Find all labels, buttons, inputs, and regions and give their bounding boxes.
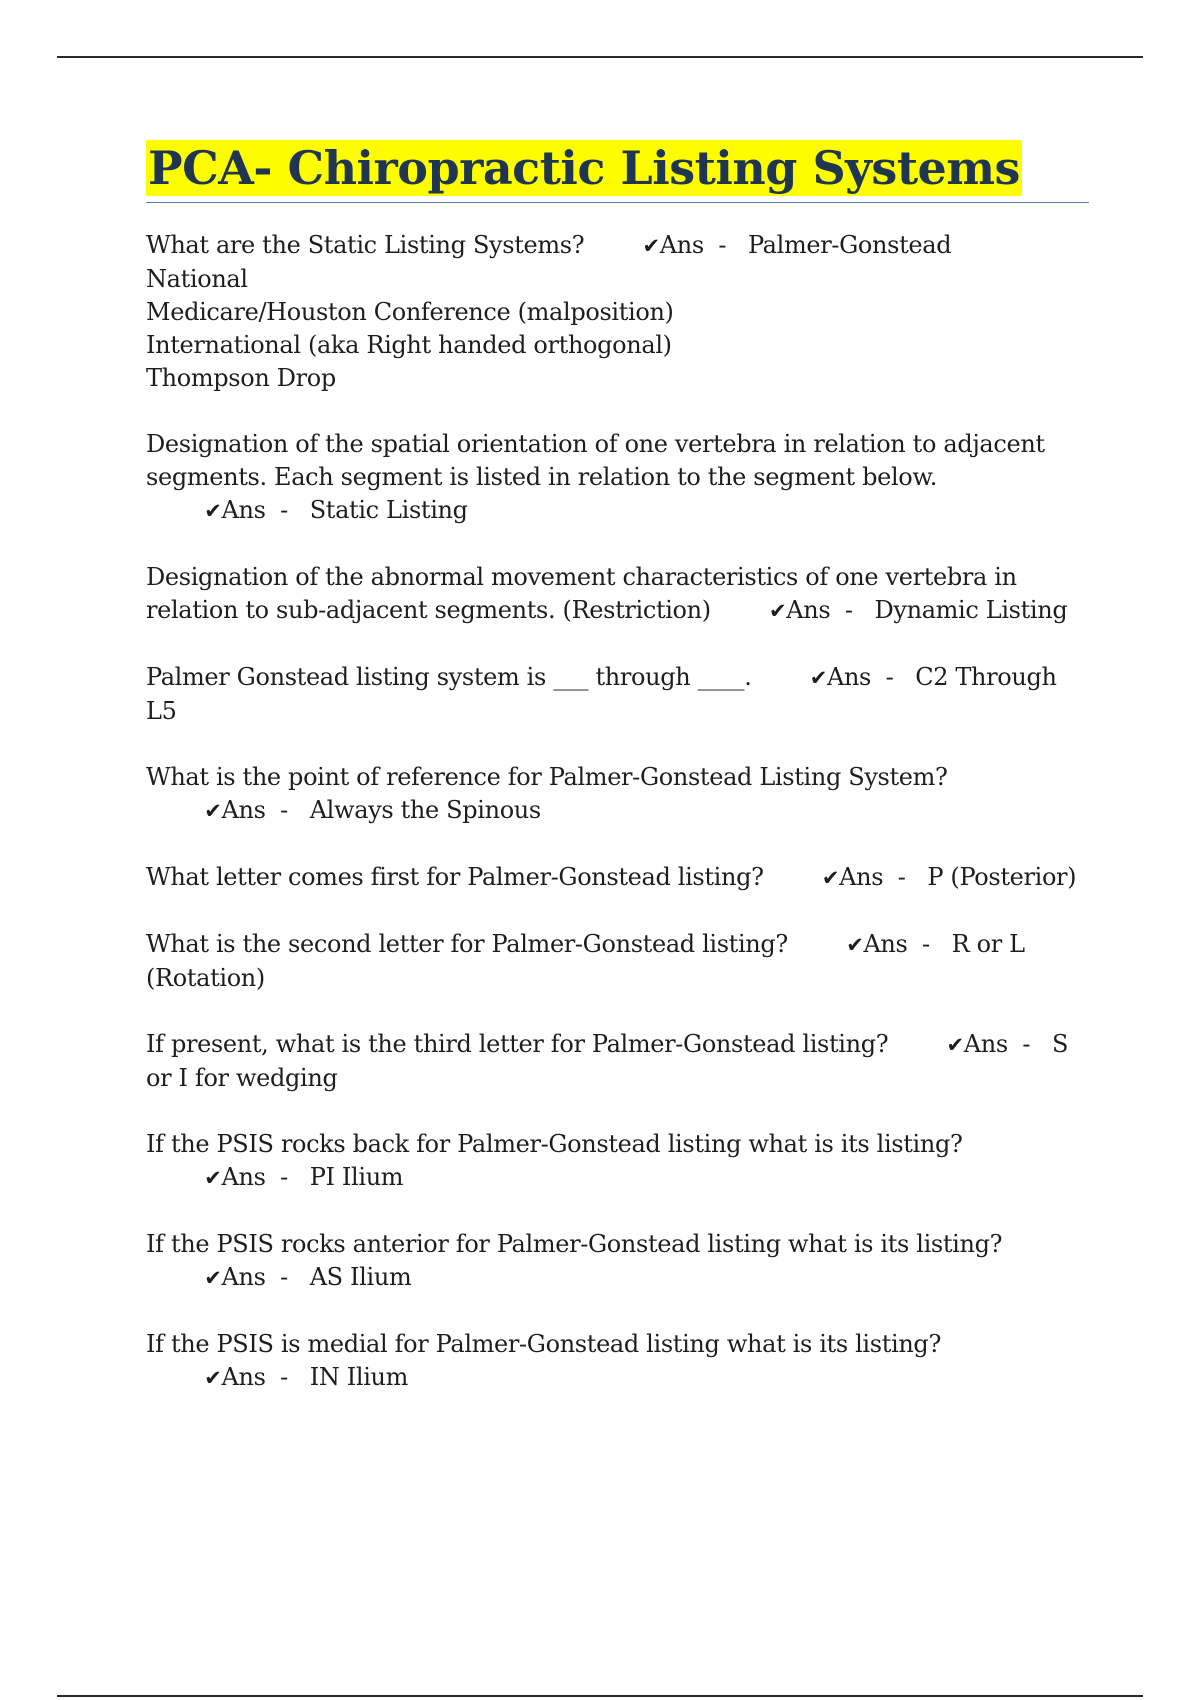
top-rule <box>57 56 1143 58</box>
qa-item: What are the Static Listing Systems? ✔Ans - Palmer-Gonstead National Medicare/Houston Conference (malposition) International (aka Right handed orthogonal) Thompson Drop <box>146 231 952 392</box>
qa-item: Designation of the spatial orientation of one vertebra in relation to adjacent segments. Each segment is listed in relation to the segment below. ✔Ans - Static Listing <box>146 430 1045 524</box>
question-text: If the PSIS rocks anterior for Palmer-Gonstead listing what is its listing? <box>146 1230 1003 1258</box>
question-text: Palmer Gonstead listing system is ___ through ____. <box>146 663 752 691</box>
question-text: What is the second letter for Palmer-Gonstead listing? <box>146 930 788 958</box>
checkmark-icon: ✔ <box>204 1266 222 1290</box>
qa-item: If present, what is the third letter for Palmer-Gonstead listing? ✔Ans - S or I for wedging <box>146 1030 1069 1092</box>
answer-text: S or I for wedging <box>146 1030 1069 1092</box>
question-text: If present, what is the third letter for Palmer-Gonstead listing? <box>146 1030 889 1058</box>
checkmark-icon: ✔ <box>809 666 827 690</box>
checkmark-icon: ✔ <box>204 1166 222 1190</box>
qa-item: If the PSIS is medial for Palmer-Gonstead listing what is its listing? ✔Ans - IN Ilium <box>146 1330 941 1391</box>
checkmark-icon: ✔ <box>769 599 787 623</box>
question-text: What are the Static Listing Systems? <box>146 231 585 259</box>
question-text: If the PSIS is medial for Palmer-Gonstead listing what is its listing? <box>146 1330 941 1358</box>
answer-text: PI Ilium <box>309 1163 404 1191</box>
answer-text: Dynamic Listing <box>874 596 1068 624</box>
title-block <box>146 140 1089 203</box>
answer-text: P (Posterior) <box>927 863 1077 891</box>
answer-text: C2 Through L5 <box>146 663 1057 725</box>
document-body <box>146 140 1089 1428</box>
checkmark-icon: ✔ <box>204 499 222 523</box>
answer-marker: Ans <box>963 1030 1008 1058</box>
question-text: If the PSIS rocks back for Palmer-Gonstead listing what is its listing? <box>146 1130 963 1158</box>
answer-text: R or L (Rotation) <box>146 930 1025 992</box>
answer-text: Palmer-Gonstead National Medicare/Houston Conference (malposition) International (aka Right handed orthogonal) Thompson Drop <box>146 231 952 392</box>
checkmark-icon: ✔ <box>204 1366 222 1390</box>
answer-marker: Ans <box>221 496 266 524</box>
qa-item: What is the second letter for Palmer-Gonstead listing? ✔Ans - R or L (Rotation) <box>146 930 1025 992</box>
answer-text: AS Ilium <box>309 1263 412 1291</box>
checkmark-icon: ✔ <box>642 234 660 258</box>
qa-item: If the PSIS rocks back for Palmer-Gonstead listing what is its listing? ✔Ans - PI Ilium <box>146 1130 963 1191</box>
document-title: PCA- Chiropractic Listing Systems <box>148 141 1020 195</box>
qa-item: Designation of the abnormal movement characteristics of one vertebra in relation to sub-adjacent segments. (Restriction) ✔Ans - Dynamic Listing <box>146 563 1068 624</box>
question-text: Designation of the abnormal movement characteristics of one vertebra in relation to sub-adjacent segments. (Restriction) <box>146 563 1017 624</box>
bottom-rule <box>57 1695 1143 1697</box>
answer-marker: Ans <box>659 231 704 259</box>
answer-marker: Ans <box>221 1263 266 1291</box>
answer-marker: Ans <box>863 930 908 958</box>
checkmark-icon: ✔ <box>821 866 840 890</box>
qa-item: If the PSIS rocks anterior for Palmer-Gonstead listing what is its listing? ✔Ans - AS Ilium <box>146 1230 1003 1291</box>
question-text: What letter comes first for Palmer-Gonstead listing? <box>146 863 764 891</box>
qa-item: Palmer Gonstead listing system is ___ through ____. ✔Ans - C2 Through L5 <box>146 663 1057 725</box>
answer-text: Always the Spinous <box>309 796 541 824</box>
checkmark-icon: ✔ <box>946 1033 964 1057</box>
checkmark-icon: ✔ <box>204 799 222 823</box>
answer-marker: Ans <box>221 796 266 824</box>
answer-marker: Ans <box>221 1363 266 1391</box>
qa-item: What is the point of reference for Palmer-Gonstead Listing System? ✔Ans - Always the Spinous <box>146 763 948 824</box>
answer-marker: Ans <box>839 863 884 891</box>
answer-text: Static Listing <box>309 496 468 524</box>
answer-marker: Ans <box>826 663 872 691</box>
question-text: What is the point of reference for Palmer-Gonstead Listing System? <box>146 763 948 791</box>
qa-item: What letter comes first for Palmer-Gonstead listing? ✔Ans - P (Posterior) <box>146 863 1077 891</box>
answer-text: IN Ilium <box>309 1363 409 1391</box>
qa-list <box>146 229 1089 1395</box>
answer-marker: Ans <box>786 596 831 624</box>
question-text: Designation of the spatial orientation of one vertebra in relation to adjacent segments. Each segment is listed in relation to the segment below. <box>146 430 1045 491</box>
answer-marker: Ans <box>221 1163 266 1191</box>
checkmark-icon: ✔ <box>846 933 864 957</box>
